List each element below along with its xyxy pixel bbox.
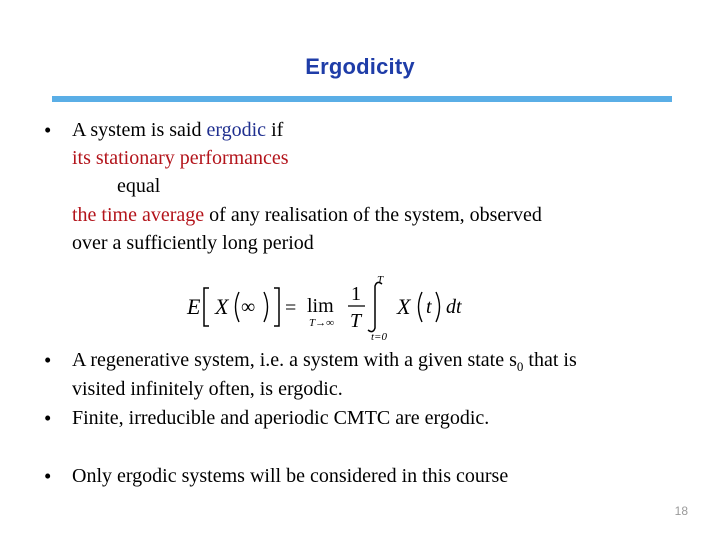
left-paren-2 [419,292,423,322]
ergodicity-formula [185,270,475,342]
right-paren [264,292,268,322]
text-run: A system is said [72,119,207,141]
ergodic-term: ergodic [206,119,267,141]
formula-lim-sub: T→∞ [309,317,334,329]
bullet-3-line-1: Finite, irreducible and aperiodic CMTC are ergodic. [72,407,490,429]
bullet-marker-4: • [44,464,52,488]
formula-infinity: ∞ [241,296,256,318]
bullet-marker-2: • [44,348,52,372]
left-paren [236,292,240,322]
text-run: that is [523,349,577,371]
formula-X1: X [215,294,229,319]
bullet-marker-3: • [44,406,52,430]
formula-equals: = [285,297,297,319]
text-run: A regenerative system, i.e. a system with a given state s [72,349,517,371]
formula-denominator: T [350,310,362,332]
bullet-2-line-2: visited infinitely often, is ergodic. [72,378,343,400]
formula-lim: lim [307,295,334,317]
state-subscript: 0 [516,359,524,374]
formula-dt: dt [446,296,462,318]
bullet-4-line-1: Only ergodic systems will be considered in this course [72,465,509,487]
integral-lower: t=0 [371,331,387,342]
bullet-1-line-1 [72,116,283,144]
integral-upper: T [377,274,384,286]
bullet-1-line-4 [72,201,542,229]
text-run: of any realisation of the system, observed [204,204,542,226]
bullet-1-line-3: equal [117,175,161,197]
time-average-term: the time average [72,204,205,226]
formula-E: E [187,294,201,319]
formula-t: t [426,296,432,318]
integral-sign [368,282,382,331]
bullet-1-line-2: its stationary performances [72,147,289,169]
text-run: if [266,119,284,141]
bullet-1-line-5: over a sufficiently long period [72,232,314,254]
page-number: 18 [674,504,688,518]
formula-X2: X [397,294,411,319]
slide-title: Ergodicity [305,54,415,79]
right-bracket [274,288,279,326]
formula-numerator: 1 [351,283,361,305]
right-paren-2 [436,292,440,322]
bullet-marker-1: • [44,118,52,142]
left-bracket [204,288,209,326]
